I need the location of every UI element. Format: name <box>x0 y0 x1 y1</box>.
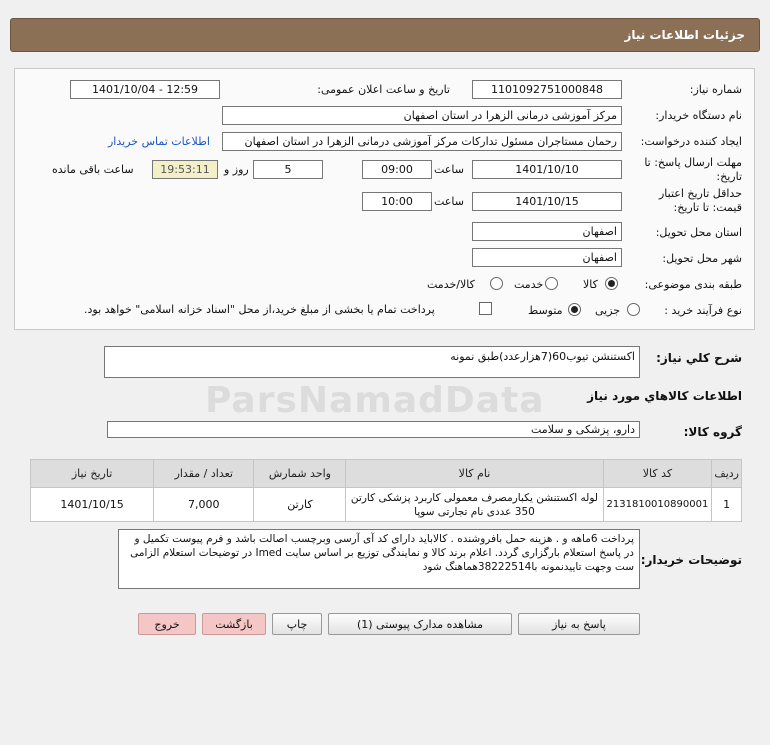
buyer-org-field: مرکز آموزشی درمانی الزهرا در استان اصفهان <box>222 106 622 125</box>
days-field: 5 <box>253 160 323 179</box>
cell-quantity: 7,000 <box>154 488 254 522</box>
buyer-notes-field: پرداخت 6ماهه و . هزینه حمل بافروشنده . کالاباید دارای کد آی آرسی وبرچسب اصالت باشد و فرم پیوست تکمیل و در پاسخ استعلام بارگزاری گردد. اعلام برند کالا و نمایندگی توزیع بر اساس سایت Imed در توضیحات استعلام الزامی ست وجهت تاییدنمونه با38222514هماهنگ شود <box>118 529 640 589</box>
validity-date-field: 1401/10/15 <box>472 192 622 211</box>
reply-time-label: ساعت <box>434 163 464 176</box>
validity-time-label: ساعت <box>434 195 464 208</box>
process-medium-label: متوسط <box>528 304 563 317</box>
cell-code: 2131810010890001 <box>603 488 712 522</box>
table-row <box>31 488 742 522</box>
process-medium-radio[interactable] <box>568 303 581 316</box>
validity-time-field: 10:00 <box>362 192 432 211</box>
table-header-row <box>31 460 742 488</box>
col-header-quantity: تعداد / مقدار <box>154 460 254 488</box>
reply-deadline-label: مهلت ارسال پاسخ: تا <box>644 156 742 169</box>
page-header <box>10 18 760 52</box>
summary-field: اکستنشن تیوب60(7هزارعدد)طبق نمونه <box>104 346 640 378</box>
cell-name: لوله اکستنشن یکبارمصرف معمولی کاربرد پزشکی کارتن 350 عددی نام تجارتی سوپا <box>346 488 603 522</box>
category-goods-label: کالا <box>583 278 598 291</box>
validity-label: حداقل تاریخ اعتبار <box>658 187 742 200</box>
print-button[interactable]: چاپ <box>272 613 322 635</box>
remaining-label: ساعت باقی مانده <box>52 163 134 176</box>
category-both-label: کالا/خدمت <box>427 278 475 291</box>
need-number-label: شماره نیاز: <box>689 83 742 96</box>
buyer-org-label: نام دستگاه خریدار: <box>655 109 742 122</box>
items-table <box>30 459 742 522</box>
cell-row-number: 1 <box>712 488 742 522</box>
reply-deadline-label-2: تاریخ: <box>716 170 742 183</box>
buyer-contact-link[interactable]: اطلاعات تماس خریدار <box>108 135 210 148</box>
category-service-label: خدمت <box>514 278 544 291</box>
goods-group-field: دارو، پزشکی و سلامت <box>107 421 640 438</box>
process-minor-label: جزیی <box>595 304 621 317</box>
col-header-row-number: ردیف <box>712 460 742 488</box>
process-minor-radio[interactable] <box>627 303 640 316</box>
buyer-notes-label: توضیحات خریدار: <box>640 553 742 567</box>
summary-label: شرح کلي نياز: <box>656 351 742 365</box>
view-attachments-button[interactable]: مشاهده مدارک پیوستی (1) <box>328 613 512 635</box>
process-label: نوع فرآیند خرید : <box>664 304 742 317</box>
cell-unit: کارتن <box>254 488 346 522</box>
category-both-radio[interactable] <box>490 277 503 290</box>
reply-date-field: 1401/10/10 <box>472 160 622 179</box>
col-header-name: نام کالا <box>346 460 603 488</box>
items-table-wrapper <box>30 459 742 522</box>
category-goods-radio[interactable] <box>605 277 618 290</box>
page-title: جزئیات اطلاعات نیاز <box>624 28 745 42</box>
col-header-code: کد کالا <box>603 460 712 488</box>
province-label: استان محل تحویل: <box>655 226 742 239</box>
validity-label-2: قیمت: تا تاریخ: <box>673 201 742 214</box>
city-field: اصفهان <box>472 248 622 267</box>
col-header-date: تاریخ نیاز <box>31 460 154 488</box>
remaining-time-field: 19:53:11 <box>152 160 218 179</box>
reply-button[interactable]: پاسخ به نیاز <box>518 613 640 635</box>
province-field: اصفهان <box>472 222 622 241</box>
treasury-payment-note: پرداخت تمام یا بخشی از مبلغ خرید،از محل "اسناد خزانه اسلامی" خواهد بود. <box>84 303 435 316</box>
cell-date: 1401/10/15 <box>31 488 154 522</box>
category-label: طبقه بندی موضوعی: <box>644 278 742 291</box>
col-header-unit: واحد شمارش <box>254 460 346 488</box>
treasury-payment-checkbox[interactable] <box>479 302 492 315</box>
reply-time-field: 09:00 <box>362 160 432 179</box>
watermark-logo: ParsNamadData <box>205 380 545 421</box>
back-button[interactable]: بازگشت <box>202 613 266 635</box>
goods-group-label: گروه کالا: <box>683 425 742 439</box>
exit-button[interactable]: خروج <box>138 613 196 635</box>
category-service-radio[interactable] <box>545 277 558 290</box>
city-label: شهر محل تحویل: <box>662 252 742 265</box>
requester-field: رحمان مستاجران مسئول تدارکات مرکز آموزشی درمانی الزهرا در استان اصفهان <box>222 132 622 151</box>
goods-section-title: اطلاعات کالاهاي مورد نياز <box>587 389 742 403</box>
need-number-field: 1101092751000848 <box>472 80 622 99</box>
announce-label: تاریخ و ساعت اعلان عمومی: <box>317 83 450 96</box>
days-label: روز و <box>224 163 249 176</box>
announce-field: 1401/10/04 - 12:59 <box>70 80 220 99</box>
requester-label: ایجاد کننده درخواست: <box>640 135 742 148</box>
